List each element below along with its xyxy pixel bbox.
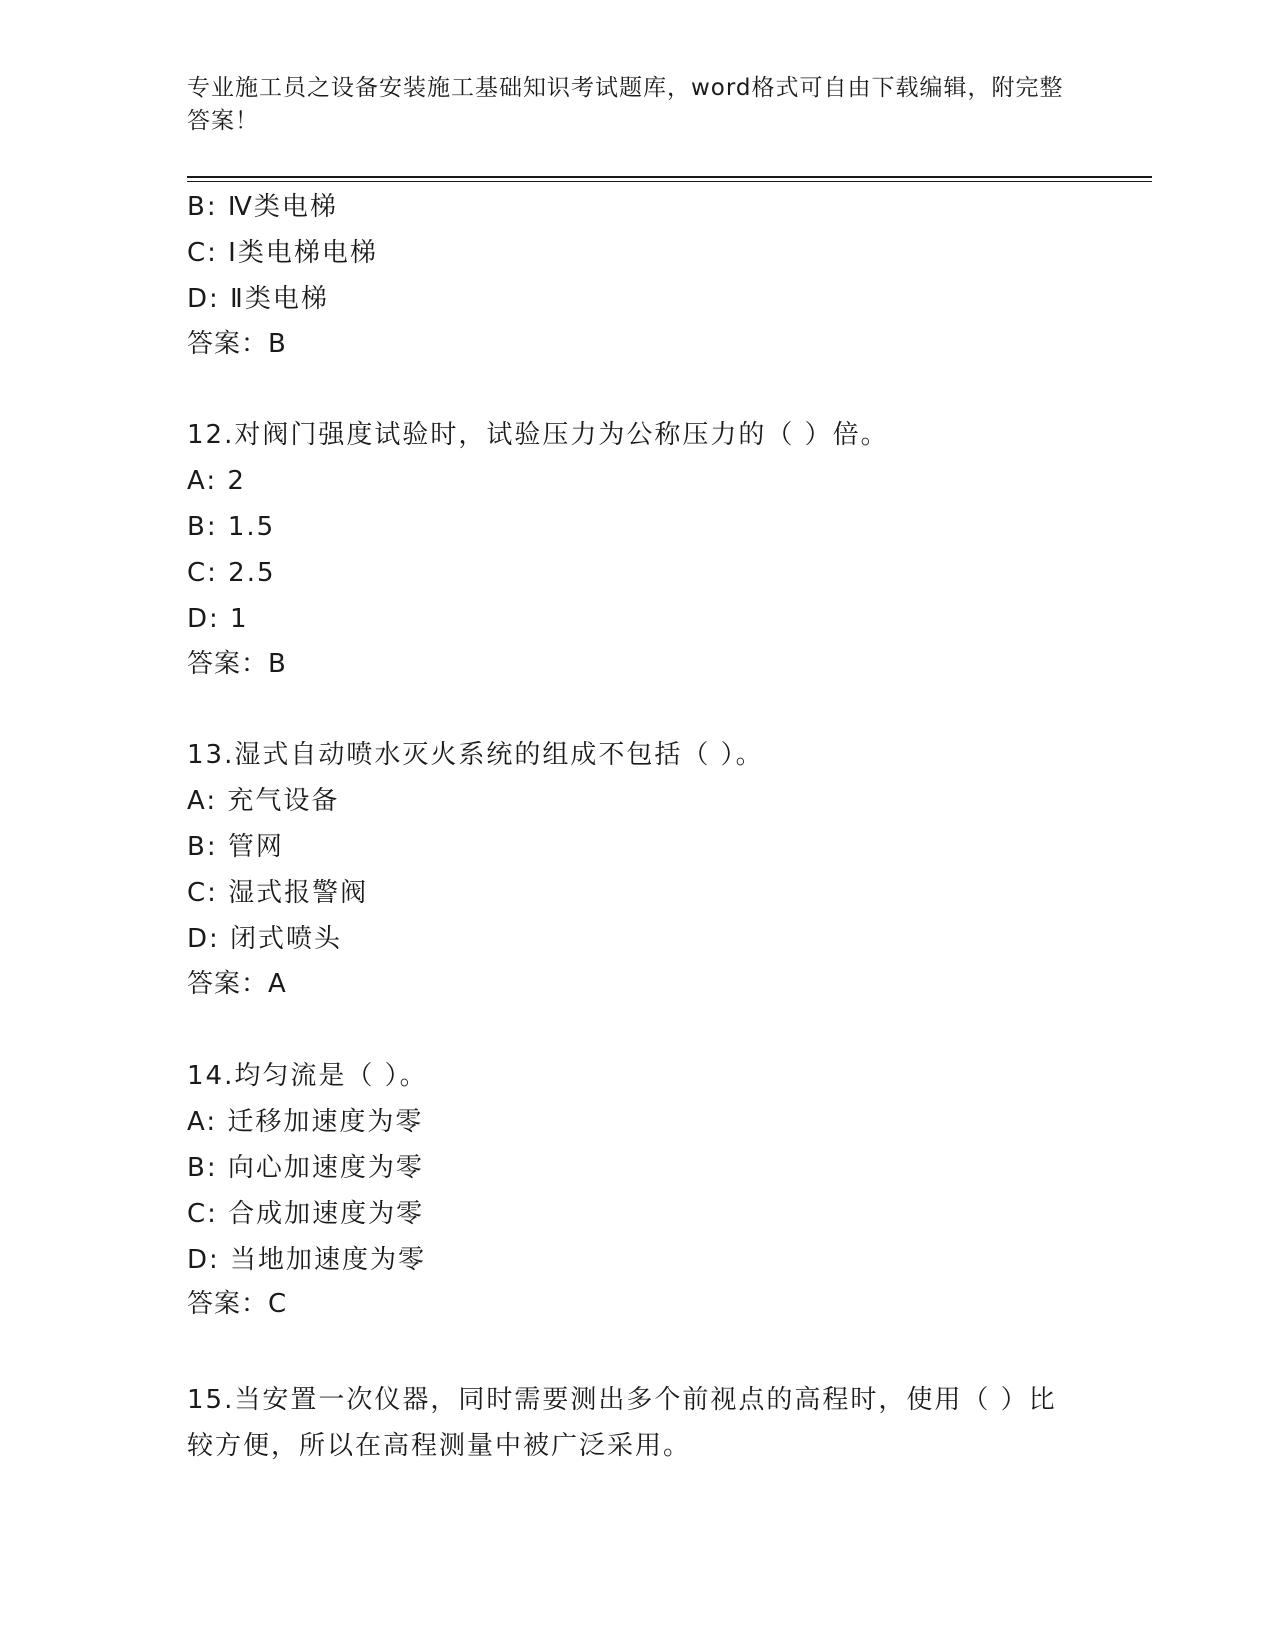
q14-option-b: B: 向心加速度为零 [187,1153,424,1183]
q11-option-b: B: Ⅳ类电梯 [187,192,338,222]
q14-stem: 14.均匀流是（ ）。 [187,1061,428,1091]
header-divider-thick [187,176,1152,178]
q14-option-d: D: 当地加速度为零 [187,1245,427,1275]
header-divider-thin [187,181,1152,182]
q12-answer: 答案：B [187,649,287,679]
q14-option-a: A: 迁移加速度为零 [187,1107,424,1137]
q13-answer: 答案：A [187,969,287,999]
q12-option-d: D: 1 [187,604,249,634]
q12-option-b: B: 1.5 [187,512,276,542]
q14-option-c: C: 合成加速度为零 [187,1199,425,1229]
q12-option-c: C: 2.5 [187,558,276,588]
q14-answer: 答案：C [187,1289,288,1319]
q11-option-d: D: Ⅱ类电梯 [187,284,329,314]
q13-option-a: A: 充气设备 [187,786,340,816]
q12-stem: 12.对阀门强度试验时，试验压力为公称压力的（ ）倍。 [187,420,889,450]
q11-answer: 答案：B [187,329,287,359]
document-header: 专业施工员之设备安装施工基础知识考试题库，word格式可自由下载编辑，附完整答案！ [187,75,1064,134]
q15-stem: 15.当安置一次仪器，同时需要测出多个前视点的高程时，使用（ ）比较方便，所以在高程测量中被广泛采用。 [187,1385,1057,1461]
q13-option-c: C: 湿式报警阀 [187,878,369,908]
q11-option-c: C: Ⅰ类电梯电梯 [187,238,378,268]
q13-stem: 13.湿式自动喷水灭火系统的组成不包括（ ）。 [187,740,764,770]
q13-option-d: D: 闭式喷头 [187,924,343,954]
q13-option-b: B: 管网 [187,832,284,862]
q12-option-a: A: 2 [187,466,246,496]
